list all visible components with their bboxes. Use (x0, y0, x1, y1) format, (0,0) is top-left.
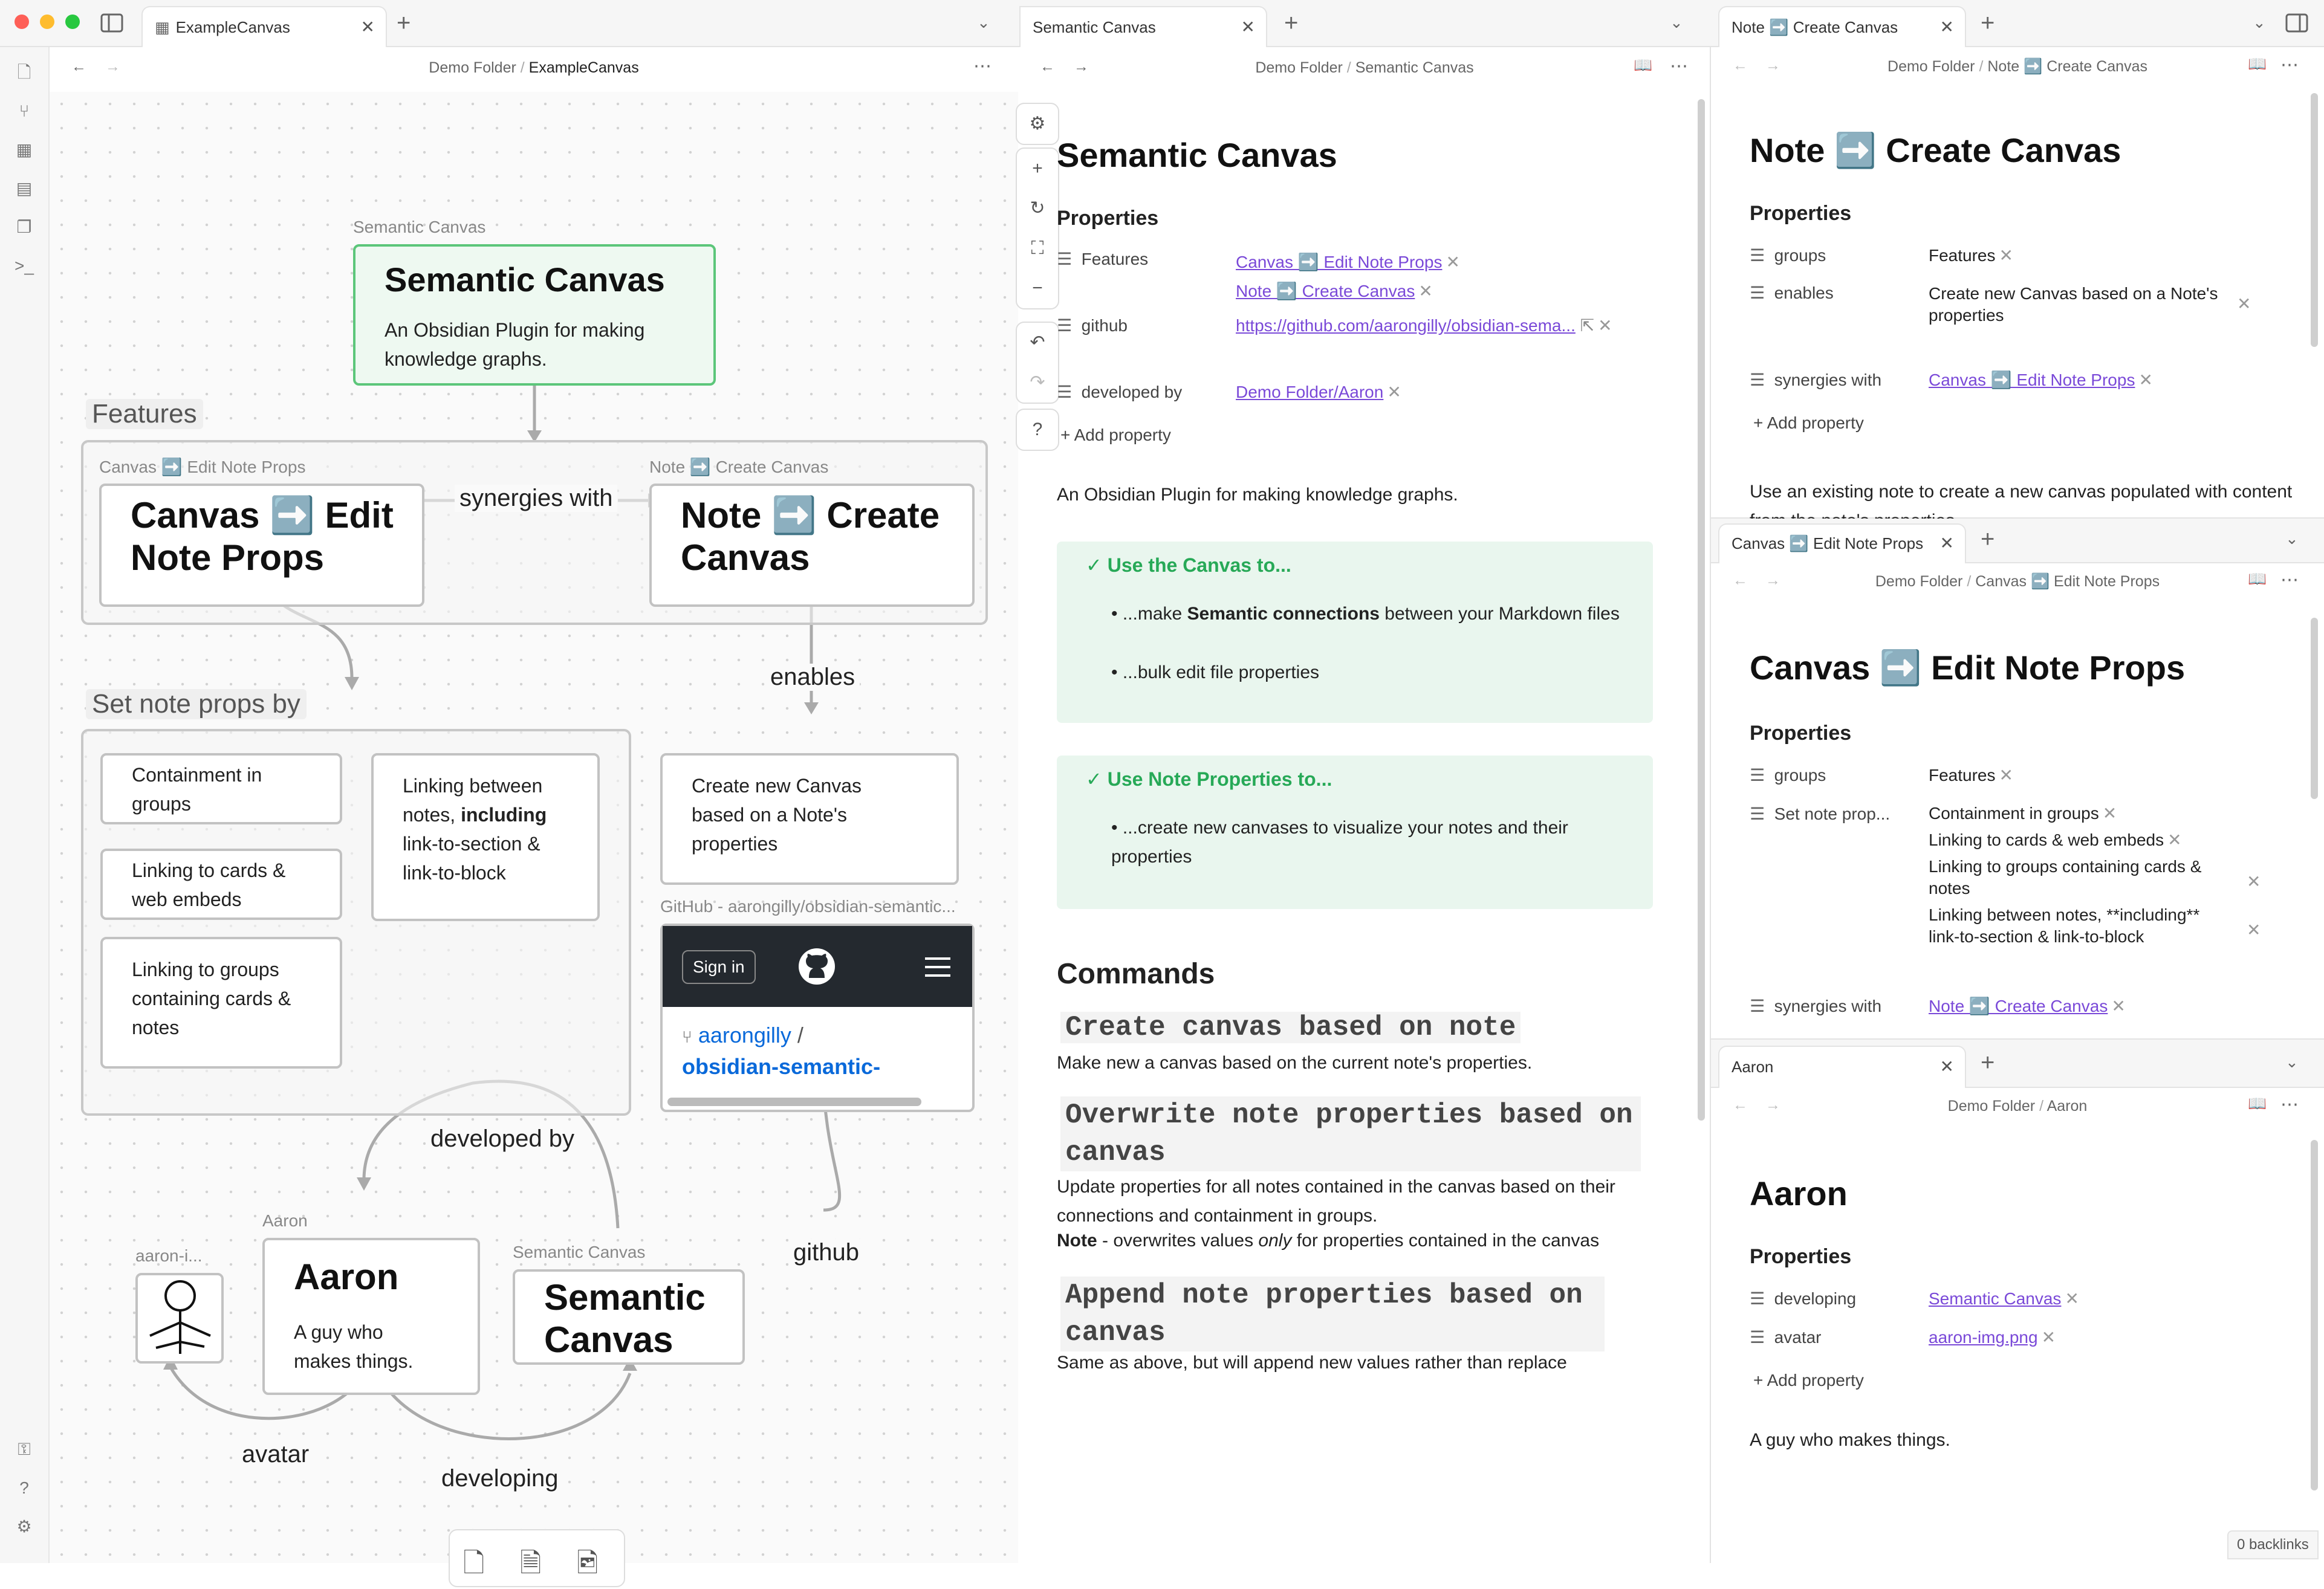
reset-zoom-icon[interactable]: ↻ (1030, 198, 1045, 218)
breadcrumb: Demo Folder / Aaron (1947, 1098, 2088, 1115)
note-title: Aaron (1750, 1174, 1848, 1212)
linking-groups-card[interactable]: Linking to groups containing cards & notes (100, 937, 342, 1069)
list-icon: ☰ (1750, 804, 1765, 823)
forward-arrow-icon[interactable]: → (1074, 58, 1089, 75)
help-icon[interactable]: ? (19, 1478, 29, 1497)
list-icon: ☰ (1057, 316, 1073, 335)
remove-value-icon[interactable]: ✕ (2041, 1328, 2056, 1347)
forward-arrow-icon[interactable]: → (1765, 1096, 1780, 1113)
canvas-edit-note-props-card[interactable]: Canvas ➡️ Edit Note Props (99, 484, 424, 607)
canvas-icon[interactable]: ▦ (16, 140, 33, 159)
canvas-surface[interactable] (50, 92, 1046, 1578)
backlinks-status[interactable]: 0 backlinks (2227, 1530, 2319, 1559)
tab-list-chevron-icon[interactable]: ⌄ (1670, 13, 1683, 31)
close-window-button[interactable] (15, 15, 29, 29)
scrollbar[interactable] (2311, 1140, 2318, 1490)
tab-bar-left (0, 0, 1018, 47)
semantic-canvas-note-pane: ← → Demo Folder / Semantic Canvas 📖 ⋯ Semantic Canvas Properties ☰ Features Canvas ➡️ Edit Note Props ✕ Note ➡️ Create Canvas ✕ ☰ github https://github.com/aarongilly/obsidian-sema... ⇱ ✕ ☰ developed by Demo Folder/Aaron ✕ + Add property An Obsidian Plugin for making knowledge graphs. ✓ Use the Canvas to... • ...make Semantic connections between your Markdown files • ...bulk edit file properties ✓ Use Note Properties to... • ...create new canvases to visualize your notes and their properties Commands Create canvas based on note Make new a canvas based on the current note's properties. Overwrite note properties based on canvas Update properties for all notes contained in the canvas based on their connections and containment in groups. Note - overwrites values only for properties contained in the canvas Append note properties based on canvas Same as above, but will append new values rather than replace (1018, 47, 1711, 1563)
property-github[interactable]: ☰ github (1057, 316, 1128, 335)
close-tab-icon[interactable]: ✕ (1939, 18, 1954, 36)
card-label: Aaron (262, 1211, 308, 1230)
canvas-edit-note-props-pane: ← → Demo Folder / Canvas ➡️ Edit Note Props 📖 ⋯ Canvas ➡️ Edit Note Props Properties ☰ groups Features ✕ ☰ Set note prop... Containment in groups ✕ Linking to cards & web embeds ✕ Linking to groups containing cards & notes Linking between notes, **including** link-to-section & link-to-block ✕ ✕ ☰ synergies with Note ➡️ Create Canvas ✕ (1711, 563, 2324, 1040)
card-label: aaron-i... (135, 1246, 203, 1265)
edge-label-developed-by[interactable]: developed by (426, 1125, 579, 1153)
semantic-canvas-card[interactable]: Semantic Canvas An Obsidian Plugin for making knowledge graphs. (353, 244, 716, 386)
more-options-icon[interactable]: ⋯ (2280, 570, 2299, 590)
scrollbar[interactable] (2311, 618, 2318, 799)
breadcrumb: Demo Folder / ExampleCanvas (429, 59, 639, 76)
close-tab-icon[interactable]: ✕ (360, 18, 375, 36)
properties-heading: Properties (1057, 207, 1159, 230)
note-create-canvas-card[interactable]: Note ➡️ Create Canvas (649, 484, 975, 607)
breadcrumb: Demo Folder / Note ➡️ Create Canvas (1887, 58, 2147, 75)
create-new-canvas-card[interactable]: Create new Canvas based on a Note's properties (660, 753, 959, 885)
tab-list-chevron-icon[interactable]: ⌄ (977, 13, 990, 31)
back-arrow-icon[interactable]: ← (1733, 57, 1748, 74)
aaron-card[interactable]: Aaron A guy who makes things. (262, 1238, 480, 1395)
canvas-nav-row (50, 47, 1018, 92)
tab-bar-right-top (1711, 0, 2324, 47)
canvas-pane (50, 47, 1046, 1578)
github-header (663, 926, 972, 1007)
card-label: Semantic Canvas (513, 1243, 646, 1261)
list-icon: ☰ (1750, 1328, 1765, 1347)
remove-value-icon[interactable]: ✕ (2247, 872, 2261, 891)
remove-value-icon[interactable]: ✕ (1999, 766, 2013, 785)
card-label: Canvas ➡️ Edit Note Props (99, 458, 306, 476)
reading-view-icon[interactable]: 📖 (1634, 57, 1653, 74)
help-circle-icon[interactable]: ? (1032, 419, 1043, 439)
group-label-features[interactable]: Features (86, 399, 203, 429)
scrollbar[interactable] (2311, 93, 2318, 347)
tab-aaron[interactable]: Aaron ✕ (1718, 1046, 1966, 1088)
list-icon: ☰ (1750, 997, 1765, 1015)
github-web-embed[interactable]: Sign in ⑂ aarongilly / obsidian-semantic- (660, 924, 975, 1112)
breadcrumb: Demo Folder / Semantic Canvas (1255, 59, 1474, 76)
reading-view-icon[interactable]: 📖 (2248, 571, 2267, 587)
list-icon: ☰ (1750, 371, 1765, 389)
close-tab-icon[interactable]: ✕ (1241, 18, 1255, 36)
reading-view-icon[interactable]: 📖 (2248, 56, 2267, 73)
containment-card[interactable]: Containment in groups (100, 753, 342, 824)
check-icon: ✓ (1086, 554, 1102, 576)
check-icon: ✓ (1086, 768, 1102, 790)
remove-value-icon[interactable]: ✕ (1999, 246, 2013, 265)
add-media-icon[interactable]: 🖻 (577, 1549, 599, 1578)
linking-notes-card[interactable]: Linking between notes, including link-to-section & link-to-block (371, 753, 600, 921)
fit-screen-icon[interactable]: ⛶ (1031, 238, 1044, 258)
breadcrumb: Demo Folder / Canvas ➡️ Edit Note Props (1875, 573, 2160, 590)
forward-arrow-icon[interactable]: → (1765, 572, 1780, 589)
card-label: Semantic Canvas (353, 218, 486, 236)
new-tab-button[interactable]: + (1981, 1049, 1995, 1076)
terminal-icon[interactable]: >_ (15, 256, 34, 275)
callout-note-properties: ✓ Use Note Properties to... • ...create new canvases to visualize your notes and their properties (1057, 756, 1653, 909)
settings-icon[interactable]: ⚙ (16, 1517, 32, 1536)
right-sidebar-toggle-icon[interactable] (2285, 13, 2308, 33)
hamburger-menu-icon[interactable] (924, 956, 952, 978)
back-arrow-icon[interactable]: ← (1733, 1096, 1748, 1113)
note-title: Canvas ➡️ Edit Note Props (1750, 649, 2186, 687)
note-title: Semantic Canvas (1057, 136, 1337, 174)
remove-value-icon[interactable]: ✕ (2237, 294, 2251, 313)
tab-semantic-canvas[interactable]: Semantic Canvas ✕ (1019, 6, 1267, 47)
intro-text: An Obsidian Plugin for making knowledge graphs. (1057, 485, 1458, 505)
github-logo-icon (797, 947, 837, 986)
new-tab-button[interactable]: + (1981, 526, 1995, 552)
tab-note-create-canvas[interactable]: Note ➡️ Create Canvas ✕ (1718, 6, 1966, 47)
card-label: Note ➡️ Create Canvas (649, 458, 829, 476)
back-arrow-icon[interactable]: ← (71, 58, 86, 75)
copy-icon[interactable]: ❐ (16, 218, 32, 236)
add-note-icon[interactable]: 🗎 (520, 1549, 542, 1578)
tab-list-chevron-icon[interactable]: ⌄ (2285, 1053, 2299, 1071)
callout-canvas: ✓ Use the Canvas to... • ...make Semantic connections between your Markdown files • ...bulk edit file properties (1057, 542, 1653, 723)
scrollbar[interactable] (1698, 99, 1705, 1121)
redo-icon[interactable]: ↷ (1030, 372, 1045, 392)
new-tab-button[interactable]: + (1284, 10, 1299, 36)
command-heading: Overwrite note properties based on canvas (1060, 1096, 1641, 1171)
tab-bar-right-bottom (1711, 1040, 2324, 1088)
back-arrow-icon[interactable]: ← (1040, 58, 1055, 75)
remove-value-icon[interactable]: ✕ (2102, 804, 2117, 823)
more-options-icon[interactable]: ⋯ (973, 56, 992, 76)
more-options-icon[interactable]: ⋯ (1670, 56, 1688, 76)
remove-value-icon[interactable]: ✕ (2111, 997, 2126, 1015)
maximize-window-button[interactable] (65, 15, 80, 29)
linking-cards-card[interactable]: Linking to cards & web embeds (100, 849, 342, 920)
left-ribbon (0, 47, 50, 1563)
remove-value-icon[interactable]: ✕ (2247, 921, 2261, 939)
external-link-icon[interactable]: ⇱ (1580, 316, 1595, 335)
list-icon: ☰ (1057, 250, 1073, 268)
note-create-canvas-pane: ← → Demo Folder / Note ➡️ Create Canvas 📖 ⋯ Note ➡️ Create Canvas Properties ☰ groups Features ✕ ☰ enables Create new Canvas based on a Note's properties ✕ ☰ synergies with Canvas ➡️ Edit Note Props ✕ + Add property Use an existing note to create a new canvas populated with content (1711, 47, 2324, 519)
list-icon: ☰ (1750, 766, 1765, 785)
zoom-in-icon[interactable]: + (1032, 158, 1043, 178)
new-tab-button[interactable]: + (1981, 10, 1995, 36)
gear-icon[interactable]: ⚙ (1029, 114, 1046, 134)
edge-label-synergies[interactable]: synergies with (455, 485, 617, 512)
graph-icon[interactable]: ⑂ (19, 102, 30, 120)
command-heading: Append note properties based on canvas (1060, 1277, 1605, 1351)
tab-list-chevron-icon[interactable]: ⌄ (2253, 13, 2266, 31)
edge-label-avatar[interactable]: avatar (237, 1441, 314, 1468)
repo-name-link[interactable]: obsidian-semantic- (682, 1054, 881, 1079)
property-developed-by[interactable]: ☰ developed by (1057, 383, 1183, 401)
forward-arrow-icon[interactable]: → (1765, 57, 1780, 74)
list-icon: ☰ (1750, 246, 1765, 265)
forward-arrow-icon[interactable]: → (105, 58, 120, 75)
card-label: GitHub - aarongilly/obsidian-semantic... (660, 897, 956, 916)
aaron-note-pane: ← → Demo Folder / Aaron 📖 ⋯ Aaron Properties ☰ developing Semantic Canvas ✕ ☰ avatar aaron-img.png ✕ + Add property A guy who makes things. 0 backlinks (1711, 1088, 2324, 1563)
tab-canvas-edit-note-props[interactable]: Canvas ➡️ Edit Note Props ✕ (1718, 523, 1966, 563)
remove-value-icon[interactable]: ✕ (1598, 316, 1612, 335)
tab-bar-middle (1018, 0, 1711, 47)
note-title: Note ➡️ Create Canvas (1750, 131, 2121, 169)
sidebar-toggle-icon[interactable] (100, 13, 123, 33)
tab-list-chevron-icon[interactable]: ⌄ (2285, 529, 2299, 548)
property-features[interactable]: ☰ Features (1057, 250, 1149, 268)
remove-value-icon[interactable]: ✕ (1418, 282, 1433, 300)
vault-icon[interactable]: ⚿ (18, 1440, 31, 1458)
remove-value-icon[interactable]: ✕ (1387, 383, 1401, 401)
close-tab-icon[interactable]: ✕ (1939, 1057, 1954, 1076)
plus-icon: + (1753, 1371, 1764, 1390)
list-icon: ☰ (1750, 283, 1765, 302)
close-tab-icon[interactable]: ✕ (1939, 534, 1954, 552)
add-card-icon[interactable]: 🗋 (463, 1549, 485, 1578)
add-property-button[interactable]: + Add property (1060, 426, 1171, 444)
repo-fork-icon: ⑂ (682, 1028, 692, 1046)
commands-heading: Commands (1057, 958, 1215, 990)
files-icon[interactable]: 🗋 (17, 63, 31, 82)
group-label-set-note-props[interactable]: Set note props by (86, 689, 307, 719)
list-icon: ☰ (1750, 1289, 1765, 1308)
tab-examplecanvas[interactable]: ▦ ExampleCanvas ✕ (141, 6, 387, 47)
more-options-icon[interactable]: ⋯ (2280, 1095, 2299, 1115)
more-options-icon[interactable]: ⋯ (2280, 55, 2299, 75)
edge-label-enables[interactable]: enables (765, 664, 860, 691)
add-property-button[interactable]: + Add property (1753, 413, 1864, 432)
list-icon: ☰ (1057, 383, 1073, 401)
undo-icon[interactable]: ↶ (1030, 332, 1045, 352)
aaron-image-card[interactable] (135, 1273, 224, 1364)
embed-scrollbar[interactable] (667, 1098, 921, 1106)
reading-view-icon[interactable]: 📖 (2248, 1095, 2267, 1112)
zoom-out-icon[interactable]: − (1032, 278, 1043, 298)
remove-value-icon[interactable]: ✕ (2167, 830, 2182, 849)
stick-figure-avatar (138, 1275, 222, 1364)
semantic-canvas-card-2[interactable]: Semantic Canvas (513, 1269, 745, 1365)
plus-icon: + (1753, 413, 1764, 432)
add-property-button[interactable]: + Add property (1753, 1371, 1864, 1390)
plus-icon: + (1060, 426, 1071, 444)
edge-label-github[interactable]: github (788, 1239, 864, 1266)
note-nav-row (1018, 47, 1711, 92)
remove-value-icon[interactable]: ✕ (1446, 253, 1460, 271)
minimize-window-button[interactable] (40, 15, 54, 29)
remove-value-icon[interactable]: ✕ (2065, 1289, 2079, 1308)
back-arrow-icon[interactable]: ← (1733, 572, 1748, 589)
tab-bar-right-middle (1711, 519, 2324, 563)
canvas-card-toolbar (449, 1529, 625, 1587)
calendar-icon[interactable]: ▤ (16, 179, 33, 198)
github-sign-in-button[interactable]: Sign in (682, 950, 756, 984)
new-tab-button[interactable]: + (397, 10, 411, 36)
canvas-icon: ▦ (155, 18, 170, 36)
edge-label-developing[interactable]: developing (437, 1465, 563, 1492)
command-heading: Create canvas based on note (1060, 1012, 1521, 1043)
remove-value-icon[interactable]: ✕ (2138, 371, 2153, 389)
